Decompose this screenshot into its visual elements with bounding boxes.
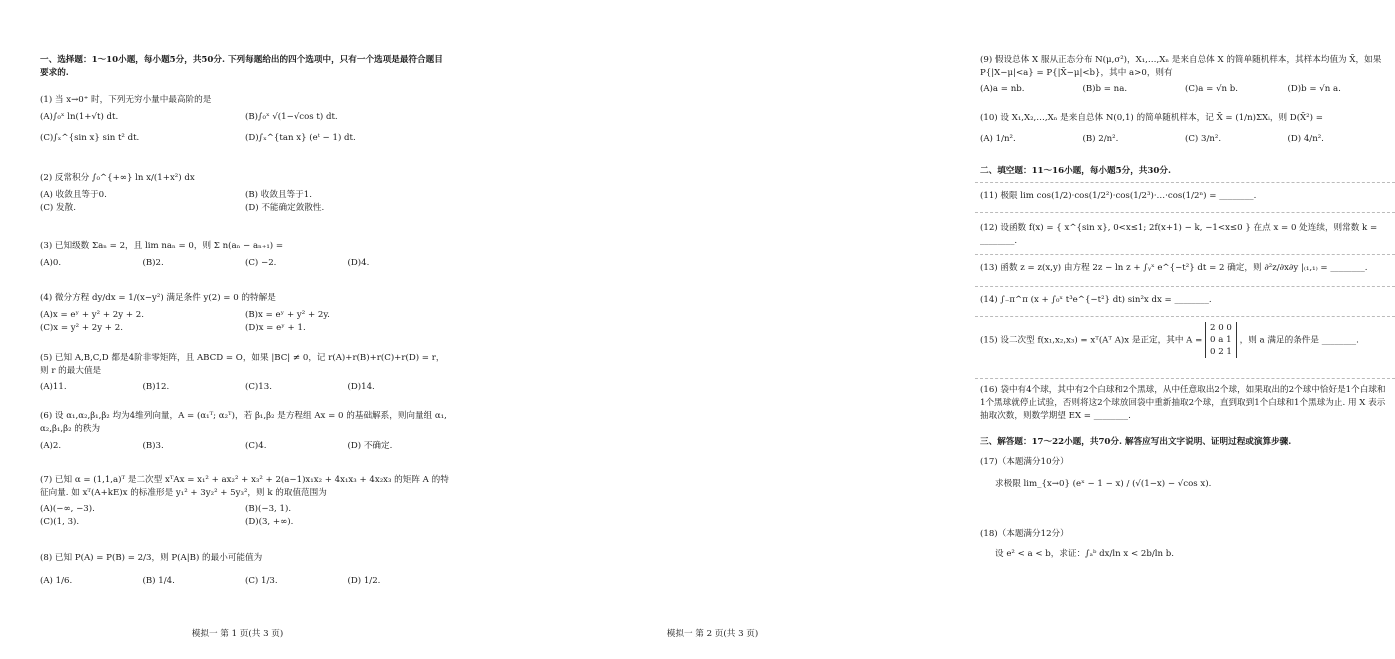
q5-option-d: (D)14. <box>347 382 375 392</box>
q4-option-d: (D)x = eʸ + 1. <box>245 323 306 333</box>
q8-option-a: (A) 1/6. <box>40 576 73 586</box>
question-9-stem: (9) 假设总体 X 服从正态分布 N(μ,σ²)，X₁,…,Xₙ 是来自总体 X 的简单随机样本，其样本均值为 X̄，如果 P{|X−μ|<a} = P{|X̄−μ|<b}，其中 a>0，则有 <box>980 55 1382 78</box>
question-4-stem: (4) 微分方程 dy/dx = 1/(x−y²) 满足条件 y(2) = 0 的特解是 <box>40 293 276 303</box>
question-15 <box>980 322 1390 358</box>
q9-option-c: (C)a = √n b. <box>1185 84 1239 94</box>
question-17: 求极限 lim_{x→0} (eˣ − 1 − x) / (√(1−x) − √cos x). <box>995 479 1212 489</box>
q1-option-a: (A)∫₀ˣ ln(1+√t) dt. <box>40 112 119 122</box>
divider <box>975 378 1395 379</box>
q3-option-c: (C) −2. <box>245 258 277 268</box>
q7-option-c: (C)(1, 3). <box>40 517 80 527</box>
question-7 <box>40 474 450 529</box>
question-5 <box>40 352 450 394</box>
q3-option-b: (B)2. <box>142 258 164 268</box>
question-1 <box>40 94 450 145</box>
question-18-header: (18)（本题满分12分） <box>980 529 1069 539</box>
q1-option-b: (B)∫₀ˣ √(1−√cos t) dt. <box>245 112 338 122</box>
divider <box>975 316 1395 317</box>
q7-option-b: (B)(−3, 1). <box>245 504 292 514</box>
q7-option-a: (A)(−∞, −3). <box>40 504 95 514</box>
question-16: (16) 袋中有4个球，其中有2个白球和2个黑球，从中任意取出2个球，如果取出的2个球中恰好是1个白球和1个黑球就停止试验，否则将这2个球放回袋中重新抽取2个球，直到取到1个白球和1个黑球为止. 用 X 表示抽取次数，则数学期望 EX = ________. <box>980 385 1386 421</box>
q6-option-d: (D) 不确定. <box>347 441 393 451</box>
q2-option-a: (A) 收敛且等于0. <box>40 190 107 200</box>
q6-option-a: (A)2. <box>40 441 62 451</box>
matrix-a <box>1205 322 1237 358</box>
q10-option-d: (D) 4/n². <box>1287 134 1324 144</box>
question-8 <box>40 552 450 588</box>
q2-option-c: (C) 发散. <box>40 203 76 213</box>
question-7-stem: (7) 已知 α = (1,1,a)ᵀ 是二次型 xᵀAx = x₁² + ax₂² + x₃² + 2(a−1)x₁x₂ + 4x₁x₃ + 4x₂x₃ 的矩阵 A 的特征向量. 如 xᵀ(A+kE)x 的标准形是 y₁² + 3y₂² + 5y₃²，则 k 的取值范围为 <box>40 475 449 498</box>
matrix-row: 0 2 1 <box>1210 347 1232 357</box>
question-12: (12) 设函数 f(x) = { x^{sin x}, 0<x≤1; 2f(x+1) − k, −1<x≤0 } 在点 x = 0 处连续，则常数 k = ________. <box>980 223 1378 246</box>
q9-option-d: (D)b = √n a. <box>1287 84 1341 94</box>
q1-option-c: (C)∫ₓ^{sin x} sin t² dt. <box>40 133 140 143</box>
question-15-stem: (15) 设二次型 f(x₁,x₂,x₃) = xᵀ(Aᵀ A)x 是正定，其中 A = <box>980 335 1203 346</box>
q2-option-b: (B) 收敛且等于1. <box>245 190 312 200</box>
q6-option-b: (B)3. <box>142 441 164 451</box>
matrix-row: 2 0 0 <box>1210 323 1232 333</box>
q5-option-a: (A)11. <box>40 382 67 392</box>
question-11: (11) 极限 lim cos(1/2)·cos(1/2²)·cos(1/2³)·…·cos(1/2ⁿ) = ________. <box>980 191 1257 201</box>
q8-option-c: (C) 1/3. <box>245 576 278 586</box>
q4-option-c: (C)x = y² + 2y + 2. <box>40 323 123 333</box>
question-15-tail: ，则 a 满足的条件是 ________. <box>1239 335 1359 346</box>
q9-option-a: (A)a = nb. <box>980 84 1025 94</box>
question-14: (14) ∫₋π^π (x + ∫₀ˣ t³e^{−t²} dt) sin²x dx = ________. <box>980 295 1212 305</box>
question-6-stem: (6) 设 α₁,α₂,β₁,β₂ 均为4维列向量，A = (α₁ᵀ; α₂ᵀ)，若 β₁,β₂ 是方程组 Ax = 0 的基础解系，则向量组 α₁, α₂,β₁,β₂ 的秩为 <box>40 411 447 434</box>
question-2-stem: (2) 反常积分 ∫₀^{+∞} ln x/(1+x²) dx <box>40 173 195 183</box>
section-fill-heading: 二、填空题：11～16小题，每小题5分，共30分. <box>980 166 1171 176</box>
q8-option-b: (B) 1/4. <box>142 576 175 586</box>
divider <box>975 212 1395 213</box>
q6-option-c: (C)4. <box>245 441 267 451</box>
question-4 <box>40 292 450 335</box>
divider <box>975 286 1395 287</box>
question-9 <box>980 54 1390 96</box>
section-solve-heading: 三、解答题：17～22小题，共70分. 解答应写出文字说明、证明过程或演算步骤. <box>980 437 1292 447</box>
q3-option-a: (A)0. <box>40 258 62 268</box>
q3-option-d: (D)4. <box>347 258 370 268</box>
question-3 <box>40 240 450 270</box>
q10-option-c: (C) 3/n². <box>1185 134 1222 144</box>
question-10 <box>980 112 1390 146</box>
q10-option-a: (A) 1/n². <box>980 134 1016 144</box>
matrix-row: 0 a 1 <box>1210 335 1232 345</box>
question-18: 设 e² < a < b，求证：∫ₐᵇ dx/ln x < 2b/ln b. <box>995 549 1175 559</box>
q7-option-d: (D)(3, +∞). <box>245 517 294 527</box>
question-17-header: (17)（本题满分10分） <box>980 457 1069 467</box>
q5-option-b: (B)12. <box>142 382 170 392</box>
divider <box>975 182 1395 183</box>
question-10-stem: (10) 设 X₁,X₂,…,Xₙ 是来自总体 N(0,1) 的简单随机样本，记 X̄ = (1/n)ΣXᵢ，则 D(X̄²) = <box>980 113 1323 123</box>
q4-option-b: (B)x = eʸ + y² + 2y. <box>245 310 330 320</box>
q8-option-d: (D) 1/2. <box>347 576 381 586</box>
q5-option-c: (C)13. <box>245 382 272 392</box>
question-5-stem: (5) 已知 A,B,C,D 都是4阶非零矩阵，且 ABCD = O，如果 |BC| ≠ 0，记 r(A)+r(B)+r(C)+r(D) = r，则 r 的最大值是 <box>40 353 445 376</box>
page-left-footer: 模拟一 第 1 页(共 3 页) <box>191 629 284 639</box>
question-2 <box>40 172 450 215</box>
page-left <box>0 0 475 659</box>
question-8-stem: (8) 已知 P(A) = P(B) = 2/3，则 P(A|B) 的最小可能值为 <box>40 553 263 563</box>
question-3-stem: (3) 已知级数 Σaₙ = 2，且 lim naₙ = 0，则 Σ n(aₙ − aₙ₊₁) = <box>40 241 284 251</box>
page-right-footer: 模拟一 第 2 页(共 3 页) <box>666 629 759 639</box>
question-1-stem: (1) 当 x→0⁺ 时，下列无穷小量中最高阶的是 <box>40 95 212 105</box>
q4-option-a: (A)x = eʸ + y² + 2y + 2. <box>40 310 144 320</box>
q1-option-d: (D)∫ₓ^{tan x} (eᵗ − 1) dt. <box>245 133 356 143</box>
q9-option-b: (B)b = na. <box>1082 84 1128 94</box>
question-6 <box>40 410 450 453</box>
divider <box>975 254 1395 255</box>
page-right <box>475 0 1386 659</box>
section-choice-heading: 一、选择题：1～10小题，每小题5分，共50分. 下列每题给出的四个选项中，只有一个选项是最符合题目要求的. <box>40 55 443 78</box>
question-13: (13) 函数 z = z(x,y) 由方程 2z − ln z + ∫ᵧˣ e^{−t²} dt = 2 确定，则 ∂²z/∂x∂y |₍₁,₁₎ = ________. <box>980 263 1368 273</box>
q2-option-d: (D) 不能确定敛散性. <box>245 203 325 213</box>
q10-option-b: (B) 2/n². <box>1082 134 1119 144</box>
